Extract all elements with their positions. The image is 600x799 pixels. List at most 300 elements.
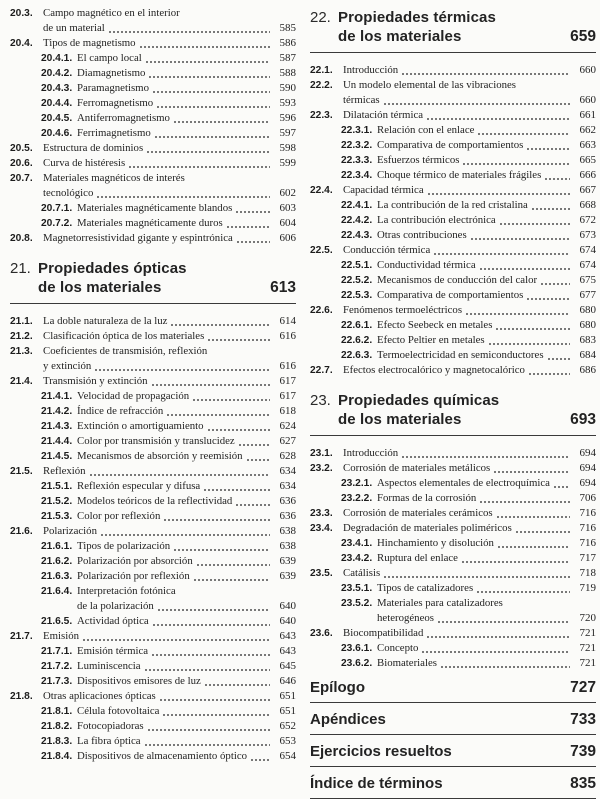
toc-entry-title [43, 689, 274, 704]
toc-entry-number: 21.5.2. [41, 496, 73, 507]
dot-leader [162, 704, 270, 719]
backmatter-title: Ejercicios resueltos [310, 743, 452, 760]
dot-leader [497, 536, 570, 551]
dot-leader [144, 659, 270, 674]
toc-entry-page-number: 674 [579, 259, 596, 271]
toc-entry-title-line: La contribución de la red cristalina [377, 199, 528, 211]
toc-entry-page-number: 616 [279, 330, 296, 342]
toc-entry [310, 551, 596, 566]
dot-leader [196, 554, 270, 569]
toc-entry-title [43, 6, 274, 36]
chapter-title-line: de los materiales [338, 411, 462, 428]
toc-entry-number: 22.4.2. [341, 215, 373, 226]
toc-entry-number: 21.4.1. [41, 391, 73, 402]
toc-entry-number: 21.8.3. [41, 736, 73, 747]
dot-leader [203, 479, 270, 494]
chapter-number: 21. [10, 260, 31, 277]
toc-entry-number: 21.4.5. [41, 451, 73, 462]
toc-entry-number: 22.4.1. [341, 200, 373, 211]
toc-entry-title-line: Formas de la corrosión [377, 492, 477, 504]
toc-entry-page-number: 653 [279, 735, 296, 747]
toc-entry-number: 21.8.1. [41, 706, 73, 717]
toc-entry [10, 314, 296, 329]
dot-leader [433, 243, 570, 258]
dot-leader [526, 138, 570, 153]
dot-leader [531, 198, 570, 213]
toc-entry-title-line: de la polarización [77, 600, 154, 612]
toc-entry-title-line: Catálisis [343, 567, 381, 579]
dot-leader [151, 374, 270, 389]
toc-entry-number: 21.2. [10, 331, 33, 342]
toc-entry [10, 614, 296, 629]
toc-entry [10, 629, 296, 644]
dot-leader [144, 734, 270, 749]
toc-entry-page-number: 646 [279, 675, 296, 687]
toc-entry-number: 22.3. [310, 110, 333, 121]
backmatter-page-number: 733 [570, 711, 596, 728]
toc-entry-number: 23.2. [310, 463, 333, 474]
dot-leader [426, 626, 570, 641]
toc-entry-title [43, 314, 274, 329]
toc-entry-title [343, 78, 574, 108]
toc-entry-page-number: 590 [279, 82, 296, 94]
toc-entry-page-number: 719 [579, 582, 596, 594]
toc-entry-number: 21.8. [10, 691, 33, 702]
toc-entry-page-number: 585 [279, 22, 296, 34]
toc-entry-number: 20.4.1. [41, 53, 73, 64]
toc-entry-title [77, 434, 274, 449]
toc-entry-title-line: Materiales magnéticamente duros [77, 217, 223, 229]
toc-entry-page-number: 624 [279, 420, 296, 432]
toc-entry-title-line: Célula fotovoltaica [77, 705, 160, 717]
toc-entry [10, 404, 296, 419]
toc-entry-page-number: 654 [279, 750, 296, 762]
toc-entry-page-number: 643 [279, 630, 296, 642]
toc-entry [10, 81, 296, 96]
toc-entry-page-number: 721 [579, 657, 596, 669]
dot-leader [477, 123, 570, 138]
chapter-title-line: de los materiales [38, 279, 162, 296]
toc-entry-number: 22.4.3. [341, 230, 373, 241]
toc-entry-number: 22.6.3. [341, 350, 373, 361]
dot-leader [544, 168, 570, 183]
toc-entry-title-line: Coeficientes de transmisión, reflexión [43, 345, 208, 357]
dot-leader [192, 389, 270, 404]
toc-entry-title [343, 461, 574, 476]
toc-entry-title [77, 216, 274, 231]
toc-entry-title [77, 66, 274, 81]
toc-entry-title-line: de un material [43, 22, 105, 34]
toc-entry-number: 21.1. [10, 316, 33, 327]
chapter-page-number: 659 [570, 28, 596, 45]
dot-leader [250, 749, 270, 764]
dot-leader [96, 186, 270, 201]
toc-entry [10, 449, 296, 464]
toc-entry-title-line: tecnológico [43, 187, 94, 199]
toc-entry-number: 23.4.1. [341, 538, 373, 549]
dot-leader [383, 566, 570, 581]
toc-entry [310, 243, 596, 258]
toc-entry-number: 22.2. [310, 80, 333, 91]
toc-entry-title [43, 156, 274, 171]
toc-entry-title-line: Termoelectricidad en semiconductores [377, 349, 544, 361]
dot-leader [154, 126, 270, 141]
toc-entry-number: 20.7.2. [41, 218, 73, 229]
toc-entry [310, 536, 596, 551]
toc-entry [10, 344, 296, 374]
toc-entry [10, 419, 296, 434]
toc-entry-title-line: Emisión térmica [77, 645, 149, 657]
dot-leader [479, 491, 570, 506]
chapter-title-line: de los materiales [338, 28, 462, 45]
toc-entry-title-line: Efecto Peltier en metales [377, 334, 485, 346]
dot-leader [440, 656, 570, 671]
toc-entry-page-number: 616 [279, 360, 296, 372]
dot-leader [401, 446, 570, 461]
toc-entry-number: 20.4.3. [41, 83, 73, 94]
toc-entry-number: 21.4.3. [41, 421, 73, 432]
dot-leader [89, 464, 270, 479]
toc-entry [310, 656, 596, 671]
toc-entry-page-number: 606 [279, 232, 296, 244]
toc-entry-page-number: 716 [579, 537, 596, 549]
toc-entry-number: 21.7.1. [41, 646, 73, 657]
toc-entry-number: 22.6. [310, 305, 333, 316]
toc-entry-title-line: Dilatación térmica [343, 109, 424, 121]
toc-entry [10, 689, 296, 704]
toc-entry-title-line: La doble naturaleza de la luz [43, 315, 168, 327]
toc-entry [310, 491, 596, 506]
toc-entry-page-number: 674 [579, 244, 596, 256]
toc-entry-title [377, 333, 574, 348]
toc-entry-title [77, 569, 274, 584]
dot-leader [236, 231, 270, 246]
toc-entry-page-number: 721 [579, 642, 596, 654]
toc-entry-number: 20.6. [10, 158, 33, 169]
toc-entry-number: 23.2.1. [341, 478, 373, 489]
toc-entry-title-line: Tipos de polarización [77, 540, 171, 552]
toc-entry-title [43, 141, 274, 156]
toc-entry-number: 23.4. [310, 523, 333, 534]
toc-entry-page-number: 683 [579, 334, 596, 346]
backmatter-title: Epílogo [310, 679, 365, 696]
toc-entry-number: 23.2.2. [341, 493, 373, 504]
toc-entry-title [77, 659, 274, 674]
toc-entry-title [343, 243, 574, 258]
toc-entry-title-line: Reflexión [43, 465, 86, 477]
toc-entry [10, 584, 296, 614]
backmatter-title: Índice de términos [310, 775, 443, 792]
toc-entry-number: 23.6. [310, 628, 333, 639]
dot-leader [553, 476, 570, 491]
toc-entry-page-number: 638 [279, 540, 296, 552]
chapter-title-line: Propiedades térmicas [338, 9, 496, 26]
toc-entry-page-number: 599 [279, 157, 296, 169]
toc-entry-number: 23.5.1. [341, 583, 373, 594]
toc-entry [10, 494, 296, 509]
toc-entry-number: 21.4.2. [41, 406, 73, 417]
toc-entry-title [43, 374, 274, 389]
chapter-heading [310, 8, 596, 53]
toc-entry [10, 389, 296, 404]
toc-entry-title [343, 303, 574, 318]
dot-leader [146, 141, 270, 156]
toc-entry-number: 22.5.2. [341, 275, 373, 286]
toc-entry-number: 20.8. [10, 233, 33, 244]
toc-entry [310, 153, 596, 168]
toc-entry [10, 674, 296, 689]
toc-entry-title [343, 363, 574, 378]
toc-entry-title [77, 749, 274, 764]
toc-entry-title [77, 81, 274, 96]
toc-entry-number: 20.4.4. [41, 98, 73, 109]
chapter-title [338, 8, 570, 46]
dot-leader [462, 153, 570, 168]
toc-entry-page-number: 706 [579, 492, 596, 504]
toc-entry-page-number: 694 [579, 447, 596, 459]
toc-entry [310, 641, 596, 656]
dot-leader [100, 524, 270, 539]
toc-entry-title [43, 329, 274, 344]
dot-leader [226, 216, 270, 231]
toc-entry-title-line: Dispositivos de almacenamiento óptico [77, 750, 248, 762]
toc-entry-number: 21.6.1. [41, 541, 73, 552]
toc-entry-title [77, 704, 274, 719]
dot-leader [515, 521, 570, 536]
toc-entry-title-line: Paramagnetismo [77, 82, 149, 94]
toc-entry [10, 734, 296, 749]
toc-entry-title [77, 111, 274, 126]
toc-entry [10, 329, 296, 344]
toc-entry-title-line: Estructura de dominios [43, 142, 144, 154]
toc-entry-title [77, 734, 274, 749]
toc-entry-page-number: 636 [279, 510, 296, 522]
toc-entry-title-line: Corrosión de materiales cerámicos [343, 507, 493, 519]
dot-leader [496, 506, 570, 521]
toc-entry-title [377, 258, 574, 273]
toc-entry-number: 21.6.4. [41, 586, 73, 597]
toc-entry-page-number: 673 [579, 229, 596, 241]
toc-entry [10, 96, 296, 111]
toc-entry [310, 168, 596, 183]
toc-entry-page-number: 596 [279, 112, 296, 124]
toc-entry-page-number: 597 [279, 127, 296, 139]
chapter-page-number: 613 [270, 279, 296, 296]
toc-entry [310, 506, 596, 521]
toc-entry-page-number: 604 [279, 217, 296, 229]
toc-entry-number: 22.1. [310, 65, 333, 76]
toc-entry [10, 659, 296, 674]
toc-entry-number: 20.4.5. [41, 113, 73, 124]
toc-entry-title-line: Choque térmico de materiales frágiles [377, 169, 542, 181]
backmatter-page-number: 835 [570, 775, 596, 792]
dot-leader [437, 611, 570, 626]
toc-entry-page-number: 586 [279, 37, 296, 49]
toc-entry [310, 258, 596, 273]
toc-entry-page-number: 639 [279, 570, 296, 582]
toc-entry-title [77, 674, 274, 689]
toc-entry-number: 22.6.1. [341, 320, 373, 331]
dot-leader [128, 156, 270, 171]
toc-column-right [310, 6, 596, 792]
toc-entry-number: 21.6. [10, 526, 33, 537]
chapter-title [338, 391, 570, 429]
toc-entry-title-line: Diamagnetismo [77, 67, 146, 79]
dot-leader [427, 183, 570, 198]
chapter-title-line: Propiedades ópticas [38, 260, 187, 277]
toc-entry-title-line: El campo local [77, 52, 142, 64]
dot-leader [421, 641, 570, 656]
dot-leader [238, 434, 270, 449]
dot-leader [470, 228, 570, 243]
toc-entry-page-number: 716 [579, 522, 596, 534]
toc-entry [10, 479, 296, 494]
toc-entry [10, 509, 296, 524]
toc-entry-title [377, 213, 574, 228]
dot-leader [461, 551, 570, 566]
chapter-page-number: 693 [570, 411, 596, 428]
toc-entry-title-line: Polarización por reflexión [77, 570, 190, 582]
toc-entry-title-line: Velocidad de propagación [77, 390, 190, 402]
toc-entry-number: 21.3. [10, 346, 33, 357]
toc-entry-title [343, 446, 574, 461]
toc-entry [10, 51, 296, 66]
toc-entry-number: 21.6.3. [41, 571, 73, 582]
toc-entry-number: 22.3.2. [341, 140, 373, 151]
dot-leader [528, 363, 570, 378]
toc-entry-title [43, 524, 274, 539]
toc-entry [310, 108, 596, 123]
toc-entry-page-number: 667 [579, 184, 596, 196]
toc-entry-number: 21.4.4. [41, 436, 73, 447]
toc-entry-title [343, 521, 574, 536]
toc-entry-page-number: 718 [579, 567, 596, 579]
toc-entry-title-line: Introducción [343, 64, 399, 76]
toc-entry [310, 288, 596, 303]
dot-leader [159, 689, 270, 704]
toc-entry [10, 6, 296, 36]
toc-entry-title [77, 554, 274, 569]
toc-entry-title [377, 491, 574, 506]
toc-entry-title-line: Ruptura del enlace [377, 552, 458, 564]
toc-entry-title-line: Esfuerzos térmicos [377, 154, 460, 166]
dot-leader [156, 96, 270, 111]
toc-entry-title [43, 36, 274, 51]
dot-leader [82, 629, 270, 644]
toc-entry [10, 569, 296, 584]
toc-entry-page-number: 634 [279, 465, 296, 477]
toc-entry-title-line: Mecanismos de absorción y reemisión [77, 450, 243, 462]
toc-entry-number: 20.7. [10, 173, 33, 184]
toc-entry [310, 363, 596, 378]
toc-entry-page-number: 721 [579, 627, 596, 639]
toc-entry-title-line: Biocompatibilidad [343, 627, 424, 639]
dot-leader [157, 599, 270, 614]
toc-entry-title-line: Otras aplicaciones ópticas [43, 690, 156, 702]
toc-entry-title-line: Antiferromagnetismo [77, 112, 170, 124]
dot-leader [479, 258, 570, 273]
toc-entry [310, 521, 596, 536]
dot-leader [94, 359, 270, 374]
toc-entry-number: 22.5.1. [341, 260, 373, 271]
toc-entry [310, 213, 596, 228]
toc-entry-page-number: 668 [579, 199, 596, 211]
toc-entry-title [77, 479, 274, 494]
toc-entry-page-number: 645 [279, 660, 296, 672]
toc-column-left [10, 6, 296, 774]
toc-entry-number: 22.5. [310, 245, 333, 256]
toc-entry-title-line: Fotocopiadoras [77, 720, 144, 732]
toc-entry-page-number: 716 [579, 507, 596, 519]
toc-entry-page-number: 652 [279, 720, 296, 732]
toc-entry-title-line: Clasificación óptica de los materiales [43, 330, 205, 342]
toc-entry [310, 138, 596, 153]
toc-entry-title-line: La fibra óptica [77, 735, 141, 747]
toc-entry-title [377, 348, 574, 363]
dot-leader [145, 51, 270, 66]
toc-entry-title [77, 404, 274, 419]
toc-entry-title [377, 198, 574, 213]
toc-entry-title [377, 318, 574, 333]
toc-entry-number: 22.6.2. [341, 335, 373, 346]
toc-entry-number: 21.5. [10, 466, 33, 477]
toc-entry-title-line: Color por transmisión y translucidez [77, 435, 235, 447]
toc-entry-page-number: 628 [279, 450, 296, 462]
toc-entry-title [43, 171, 274, 201]
toc-entry-number: 21.5.3. [41, 511, 73, 522]
toc-entry-number: 20.4. [10, 38, 33, 49]
toc-entry-number: 20.4.2. [41, 68, 73, 79]
toc-entry-title [77, 509, 274, 524]
chapter-title [38, 259, 270, 297]
dot-leader [148, 66, 270, 81]
toc-entry-page-number: 587 [279, 52, 296, 64]
toc-entry-number: 21.8.2. [41, 721, 73, 732]
chapter-number: 23. [310, 392, 331, 409]
toc-entry-title [77, 126, 274, 141]
toc-entry [10, 36, 296, 51]
toc-entry [310, 333, 596, 348]
toc-entry-title [43, 231, 274, 246]
toc-entry-title-line: Conductividad térmica [377, 259, 476, 271]
toc-entry-number: 23.1. [310, 448, 333, 459]
toc-entry-number: 21.7. [10, 631, 33, 642]
toc-entry [10, 374, 296, 389]
toc-entry-number: 21.5.1. [41, 481, 73, 492]
toc-entry [310, 446, 596, 461]
toc-entry-title-line: Introducción [343, 447, 399, 459]
toc-entry [310, 228, 596, 243]
dot-leader [139, 36, 270, 51]
toc-entry [310, 318, 596, 333]
toc-entry-title-line: Campo magnético en el interior [43, 7, 180, 19]
toc-entry-title [43, 464, 274, 479]
toc-entry-title [77, 201, 274, 216]
dot-leader [147, 719, 270, 734]
dot-leader [235, 494, 270, 509]
toc-entry-page-number: 588 [279, 67, 296, 79]
toc-entry [10, 66, 296, 81]
dot-leader [383, 93, 570, 108]
toc-entry-title [377, 551, 574, 566]
toc-entry [310, 626, 596, 641]
toc-entry-page-number: 602 [279, 187, 296, 199]
toc-entry-title [343, 506, 574, 521]
toc-entry [10, 141, 296, 156]
toc-entry-page-number: 640 [279, 615, 296, 627]
backmatter-entry [310, 767, 596, 799]
backmatter-entry [310, 735, 596, 767]
